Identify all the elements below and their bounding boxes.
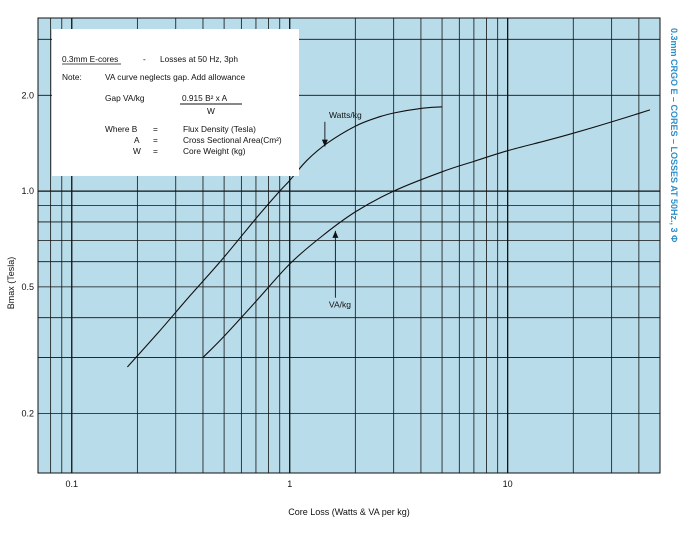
eq-a: = bbox=[153, 135, 158, 145]
x-tick-label: 0.1 bbox=[65, 479, 79, 489]
note-label: Note: bbox=[62, 72, 82, 82]
a-symbol: A bbox=[134, 135, 140, 145]
a-description: Cross Sectional Area(Cm²) bbox=[183, 135, 282, 145]
eq-w: = bbox=[153, 146, 158, 156]
curve-label-1: VA/kg bbox=[328, 299, 351, 310]
y-tick-label: 0.2 bbox=[21, 408, 34, 419]
gap-label: Gap VA/kg bbox=[105, 93, 145, 103]
y-axis-label: Bmax (Tesla) bbox=[6, 256, 16, 310]
formula-numerator: 0.915 B² x A bbox=[182, 93, 228, 103]
note-heading-sep: - bbox=[143, 54, 146, 64]
note-heading-losses: Losses at 50 Hz, 3ph bbox=[160, 54, 238, 64]
w-symbol: W bbox=[133, 146, 141, 156]
formula-denominator: W bbox=[207, 106, 215, 116]
note-heading-cores: 0.3mm E-cores bbox=[62, 54, 119, 64]
where-label: Where B bbox=[105, 124, 138, 134]
eq-b: = bbox=[153, 124, 158, 134]
x-axis-label: Core Loss (Watts & VA per kg) bbox=[288, 507, 410, 517]
chart-title: 0.3mm CRGO E – CORES – LOSSES AT 50Hz., 3 Φ bbox=[669, 28, 679, 243]
x-tick-label: 1 bbox=[287, 479, 293, 489]
curve-label-0: Watts/kg bbox=[328, 109, 362, 120]
w-description: Core Weight (kg) bbox=[183, 146, 246, 156]
x-tick-label: 10 bbox=[502, 479, 513, 489]
note-text: VA curve neglects gap. Add allowance bbox=[105, 72, 246, 82]
y-tick-label: 2.0 bbox=[21, 90, 34, 101]
y-tick-label: 1.0 bbox=[21, 186, 34, 197]
b-description: Flux Density (Tesla) bbox=[183, 124, 256, 134]
y-tick-label: 0.5 bbox=[21, 281, 34, 292]
note-box bbox=[52, 29, 299, 176]
